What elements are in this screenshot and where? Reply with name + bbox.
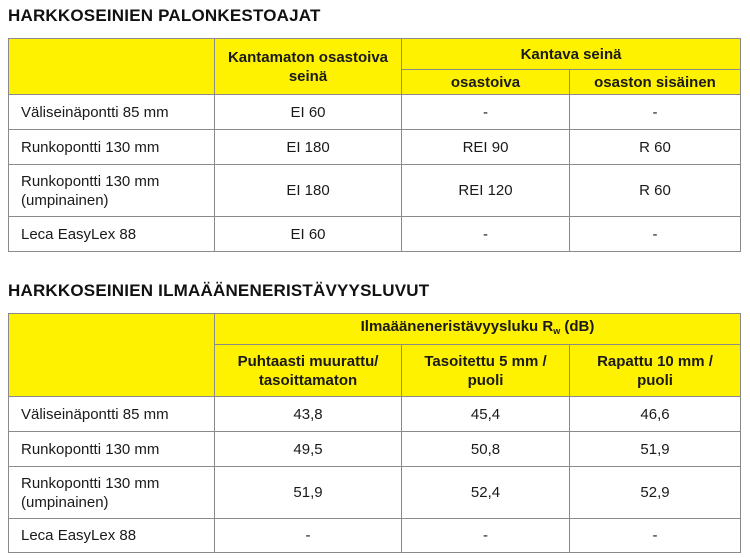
header-sound-index-subscript: w [553,326,561,336]
subheader-leveled: Tasoitettu 5 mm / puoli [402,345,570,397]
header-sound-index-unit: (dB) [560,318,595,335]
table-cell: EI 180 [215,165,402,217]
subheader-internal: osaston sisäinen [570,70,741,95]
table-cell: 49,5 [215,432,402,467]
table-cell: - [570,95,741,130]
table-cell: 45,4 [402,397,570,432]
corner-header-cell [9,314,215,397]
table-row [9,217,741,252]
table-cell: REI 120 [402,165,570,217]
header-non-load-bearing: Kantamaton osastoiva seinä [215,39,402,95]
table-row [9,467,741,519]
table-row [9,519,741,553]
table-cell: - [402,519,570,553]
table-cell: R 60 [570,165,741,217]
header-load-bearing: Kantava seinä [402,39,741,70]
subheader-plastered: Rapattu 10 mm / puoli [570,345,741,397]
table-cell: 52,4 [402,467,570,519]
sound-insulation-table [8,313,741,553]
row-label: Runkopontti 130 mm [9,130,215,165]
row-label: Leca EasyLex 88 [9,217,215,252]
table-cell: 52,9 [570,467,741,519]
table-cell: - [402,217,570,252]
fire-section-title: HARKKOSEINIEN PALONKESTOAJAT [8,6,321,25]
table-cell: R 60 [570,130,741,165]
subheader-compartment: osastoiva [402,70,570,95]
table-cell: EI 60 [215,95,402,130]
row-label: Leca EasyLex 88 [9,519,215,553]
row-label: Väliseinäpontti 85 mm [9,95,215,130]
sound-section-title: HARKKOSEINIEN ILMAÄÄNENERISTÄVYYSLUVUT [8,281,430,300]
table-cell: - [570,217,741,252]
table-row [9,130,741,165]
table-cell: REI 90 [402,130,570,165]
row-label: Väliseinäpontti 85 mm [9,397,215,432]
table-cell: 50,8 [402,432,570,467]
table-row [9,165,741,217]
row-label: Runkopontti 130 mm (umpinainen) [9,467,215,519]
corner-header-cell [9,39,215,95]
table-row [9,95,741,130]
table-row [9,432,741,467]
table-row [9,397,741,432]
fire-resistance-table [8,38,741,252]
table-cell: - [215,519,402,553]
subheader-plain: Puhtaasti muurattu/ tasoittamaton [215,345,402,397]
table-cell: 51,9 [570,432,741,467]
header-sound-index [215,314,741,345]
table-cell: - [402,95,570,130]
row-label: Runkopontti 130 mm (umpinainen) [9,165,215,217]
header-sound-index-label: Ilmaääneneristävyysluku R [360,318,554,335]
table-cell: EI 60 [215,217,402,252]
table-cell: EI 180 [215,130,402,165]
table-cell: 46,6 [570,397,741,432]
table-cell: - [570,519,741,553]
table-cell: 51,9 [215,467,402,519]
row-label: Runkopontti 130 mm [9,432,215,467]
table-cell: 43,8 [215,397,402,432]
